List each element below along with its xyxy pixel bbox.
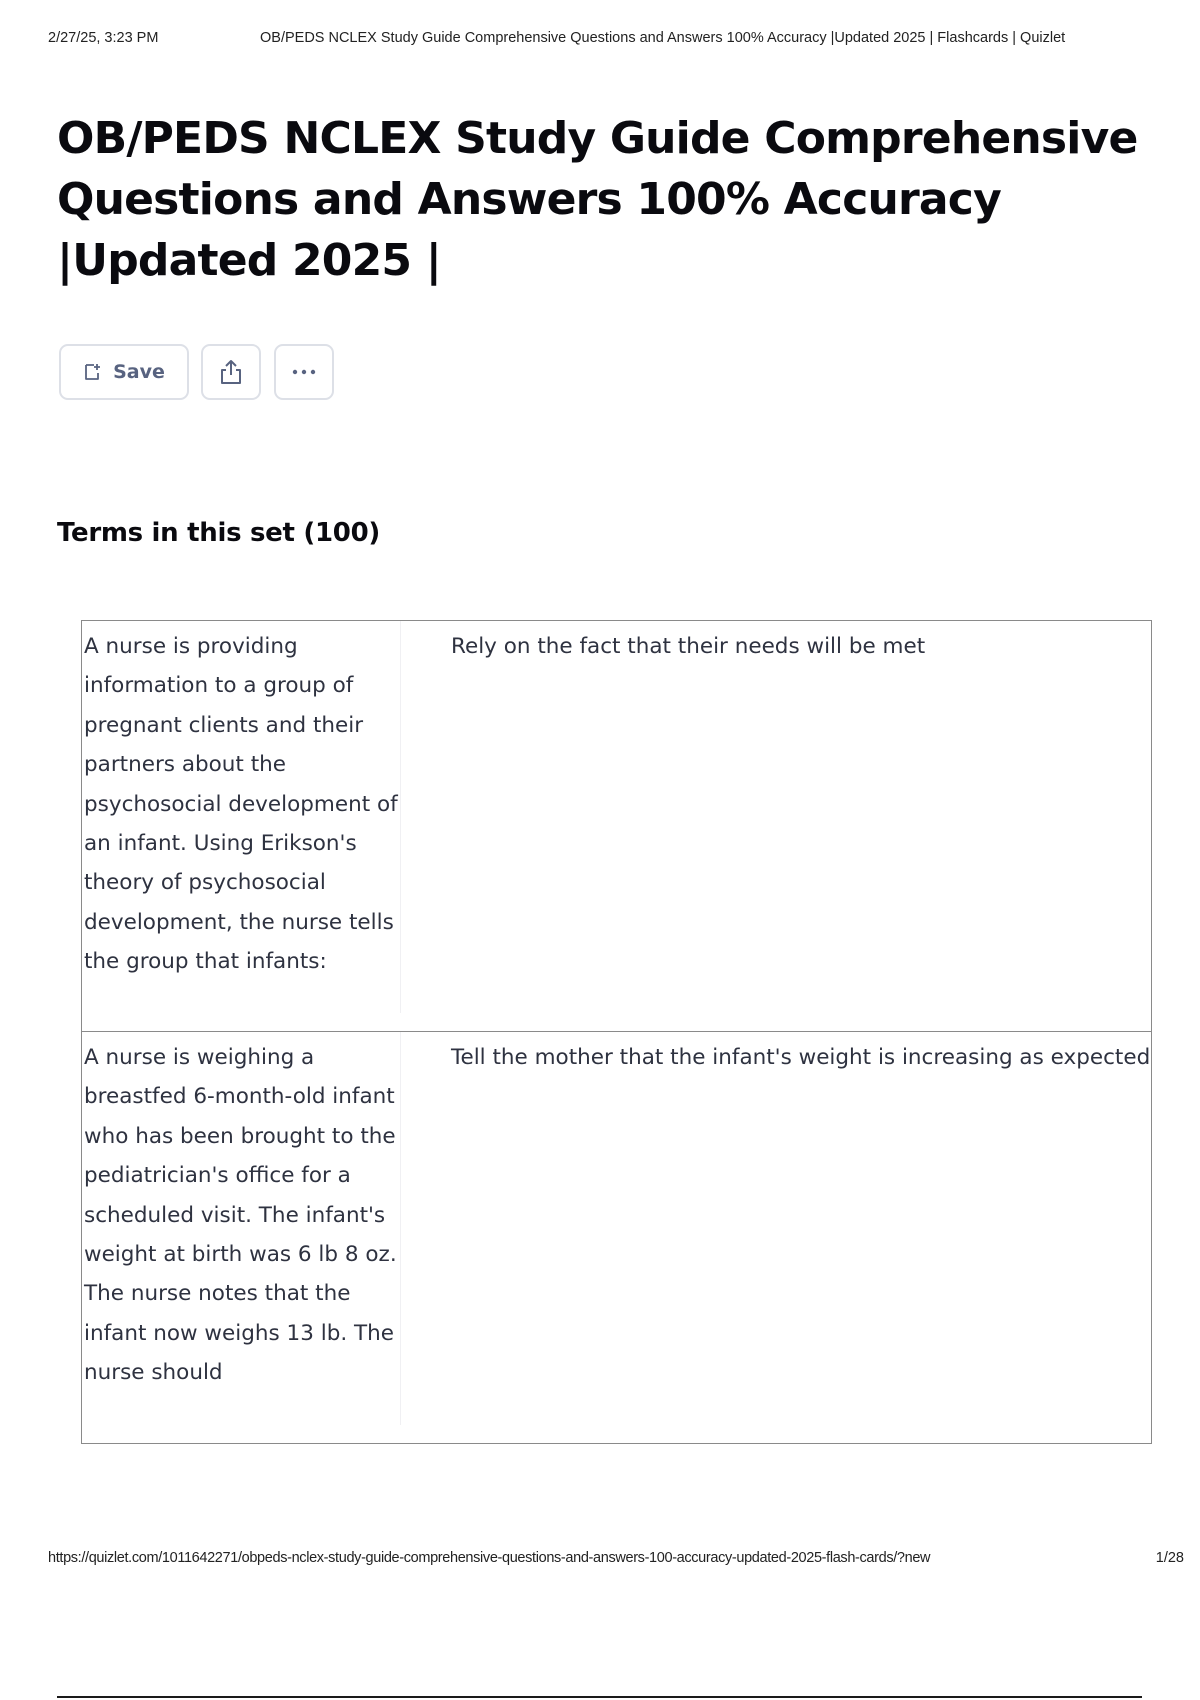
page-url: https://quizlet.com/1011642271/obpeds-nclex-study-guide-comprehensive-questions-and-answers-100-accuracy-updated-2025-flash-cards/?new (48, 1550, 931, 1566)
print-header (48, 30, 1154, 50)
terms-heading: Terms in this set (100) (57, 518, 380, 548)
page-number: 1/28 (1155, 1550, 1184, 1566)
share-icon (216, 357, 246, 387)
terms-table (81, 620, 1152, 1444)
print-document-title: OB/PEDS NCLEX Study Guide Comprehensive Questions and Answers 100% Accuracy |Updated 2025 | Flashcards | Quizlet (260, 30, 1066, 46)
definition-text: Tell the mother that the infant's weight is increasing as expected (451, 1045, 1151, 1070)
bookmark-add-icon (83, 362, 103, 382)
page-title: OB/PEDS NCLEX Study Guide Comprehensive Questions and Answers 100% Accuracy |Updated 2025 | (57, 113, 1138, 286)
definition-text: Rely on the fact that their needs will be met (451, 634, 926, 659)
print-footer (48, 1550, 1184, 1570)
save-button[interactable] (59, 344, 189, 400)
print-date: 2/27/25, 3:23 PM (48, 30, 159, 46)
save-button-label: Save (113, 361, 165, 383)
term-text: A nurse is providing information to a group of pregnant clients and their partners about the psychosocial development of an infant. Using Erikson's theory of psychosocial development, the nurse tells the group that infants: (82, 621, 401, 1013)
table-row (82, 1032, 1151, 1443)
share-button[interactable] (201, 344, 261, 400)
page-divider (57, 1696, 1142, 1698)
table-row (82, 621, 1151, 1032)
term-text: A nurse is weighing a breastfed 6-month-old infant who has been brought to the pediatrician's office for a scheduled visit. The infant's weight at birth was 6 lb 8 oz. The nurse notes that the infant now weighs 13 lb. The nurse should (82, 1032, 401, 1425)
more-options-icon (289, 368, 319, 376)
more-options-button[interactable] (274, 344, 334, 400)
